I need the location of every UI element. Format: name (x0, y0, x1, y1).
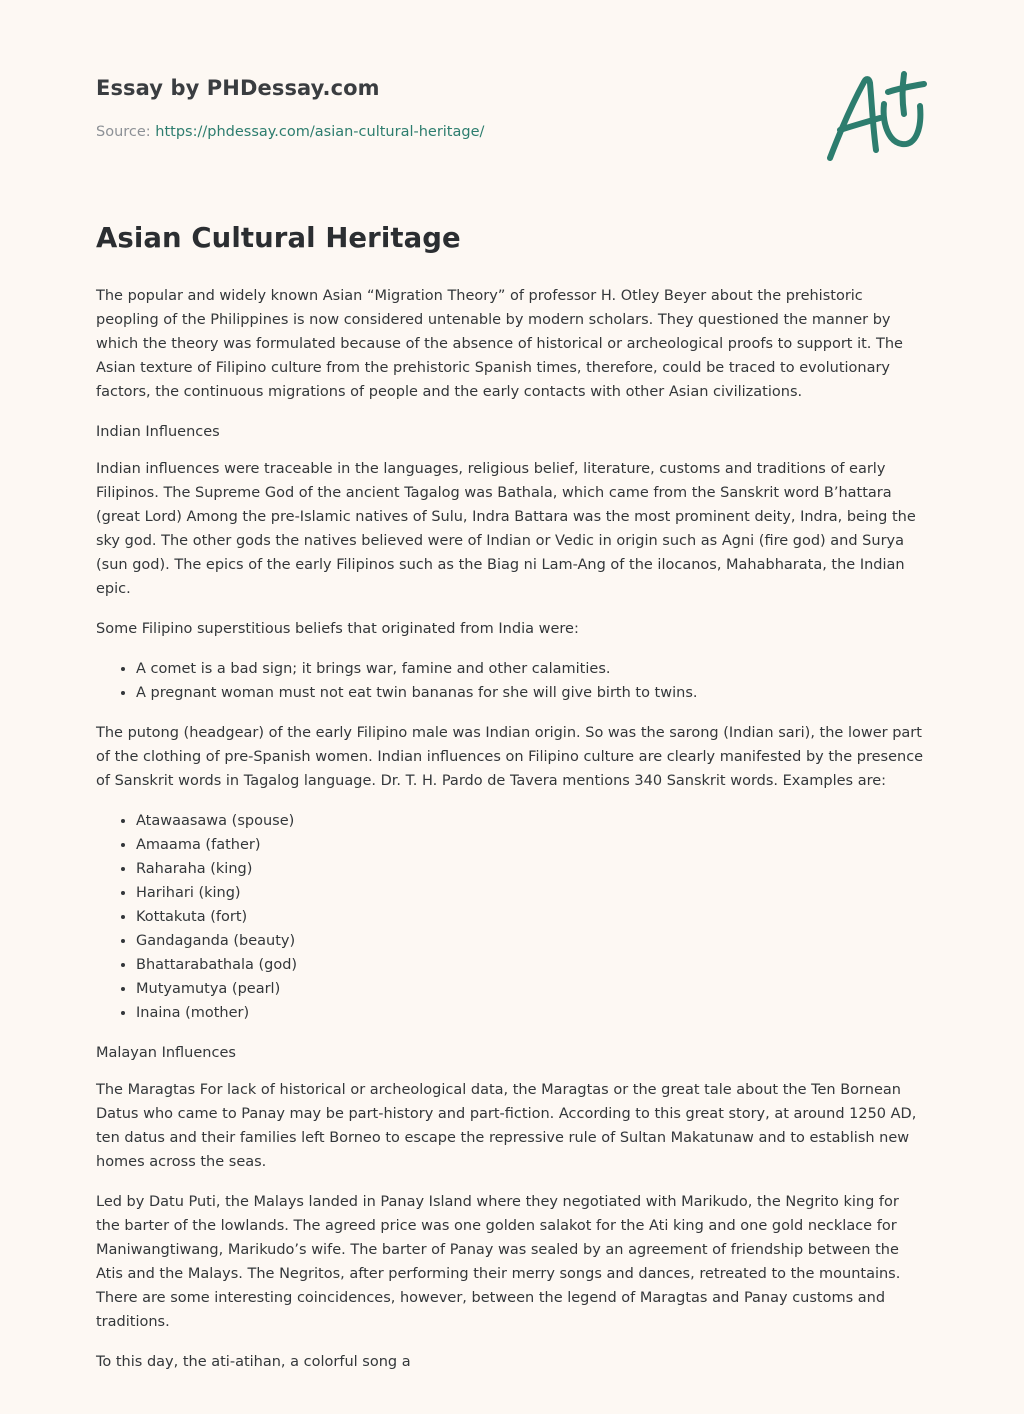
paragraph: The putong (headgear) of the early Filipino male was Indian origin. So was the sarong (Indian sari), the lower part of the clothing of pre-Spanish women. Indian influences on Filipino culture are clearly manifested by the presence of Sanskrit words in Tagalog language. Dr. T. H. Pardo de Tavera mentions 340 Sanskrit words. Examples are: (96, 725, 924, 789)
paragraph: To this day, the ati-atihan, a colorful song a (96, 1354, 411, 1370)
sanskrit-words-list (96, 809, 926, 1025)
list-item: • Raharaha (king) (136, 857, 926, 881)
paragraph: Led by Datu Puti, the Malays landed in Panay Island where they negotiated with Marikudo, the Negrito king for the barter of the lowlands. The agreed price was one golden salakot for the Ati king and one gold necklace for Maniwangtiwang, Marikudo’s wife. The barter of Panay was sealed by an agreement of friendship between the Atis and the Malays. The Negritos, after performing their merry songs and dances, retreated to the mountains. There are some interesting coincidences, however, between the legend of Maragtas and Panay customs and traditions. (96, 1194, 901, 1330)
source-link[interactable]: https://phdessay.com/asian-cultural-heritage/ (155, 124, 485, 140)
a-plus-logo-icon (822, 66, 930, 166)
list-item: • Mutyamutya (pearl) (136, 977, 926, 1001)
beliefs-list (96, 657, 926, 705)
source-line (96, 124, 484, 140)
list-item: • A comet is a bad sign; it brings war, famine and other calamities. (136, 657, 926, 681)
list-item: • Harihari (king) (136, 881, 926, 905)
list-item: • Inaina (mother) (136, 1001, 926, 1025)
paragraph: Indian influences were traceable in the languages, religious belief, literature, customs and traditions of early Filipinos. The Supreme God of the ancient Tagalog was Bathala, which came from the Sanskrit word B’hattara (great Lord) Among the pre-Islamic natives of Sulu, Indra Battara was the most prominent deity, Indra, being the sky god. The other gods the natives believed were of Indian or Vedic in origin such as Agni (fire god) and Surya (sun god). The epics of the early Filipinos such as the Biag ni Lam-Ang of the ilocanos, Mahabharata, the Indian epic. (96, 461, 916, 597)
paragraph: The Maragtas For lack of historical or archeological data, the Maragtas or the great tale about the Ten Bornean Datus who came to Panay may be part-history and part-fiction. According to this great story, at around 1250 AD, ten datus and their families left Borneo to escape the repressive rule of Sultan Makatunaw and to establish new homes across the seas. (96, 1082, 917, 1170)
source-label: Source: (96, 124, 156, 140)
list-item: • Gandaganda (beauty) (136, 929, 926, 953)
essay-title: Asian Cultural Heritage (96, 222, 461, 254)
list-item: • Kottakuta (fort) (136, 905, 926, 929)
section-heading-indian: Indian Influences (96, 424, 220, 440)
essay-body (96, 284, 926, 1390)
brand-title: Essay by PHDessay.com (96, 76, 380, 100)
list-item: • Atawaasawa (spouse) (136, 809, 926, 833)
section-heading-malayan: Malayan Influences (96, 1045, 236, 1061)
list-item: • Amaama (father) (136, 833, 926, 857)
paragraph: Some Filipino superstitious beliefs that originated from India were: (96, 621, 579, 637)
list-item: • Bhattarabathala (god) (136, 953, 926, 977)
list-item: • A pregnant woman must not eat twin bananas for she will give birth to twins. (136, 681, 926, 705)
paragraph: The popular and widely known Asian “Migration Theory” of professor H. Otley Beyer about the prehistoric peopling of the Philippines is now considered untenable by modern scholars. They questioned the manner by which the theory was formulated because of the absence of historical or archeological proofs to support it. The Asian texture of Filipino culture from the prehistoric Spanish times, therefore, could be traced to evolutionary factors, the continuous migrations of people and the early contacts with other Asian civilizations. (96, 288, 903, 400)
